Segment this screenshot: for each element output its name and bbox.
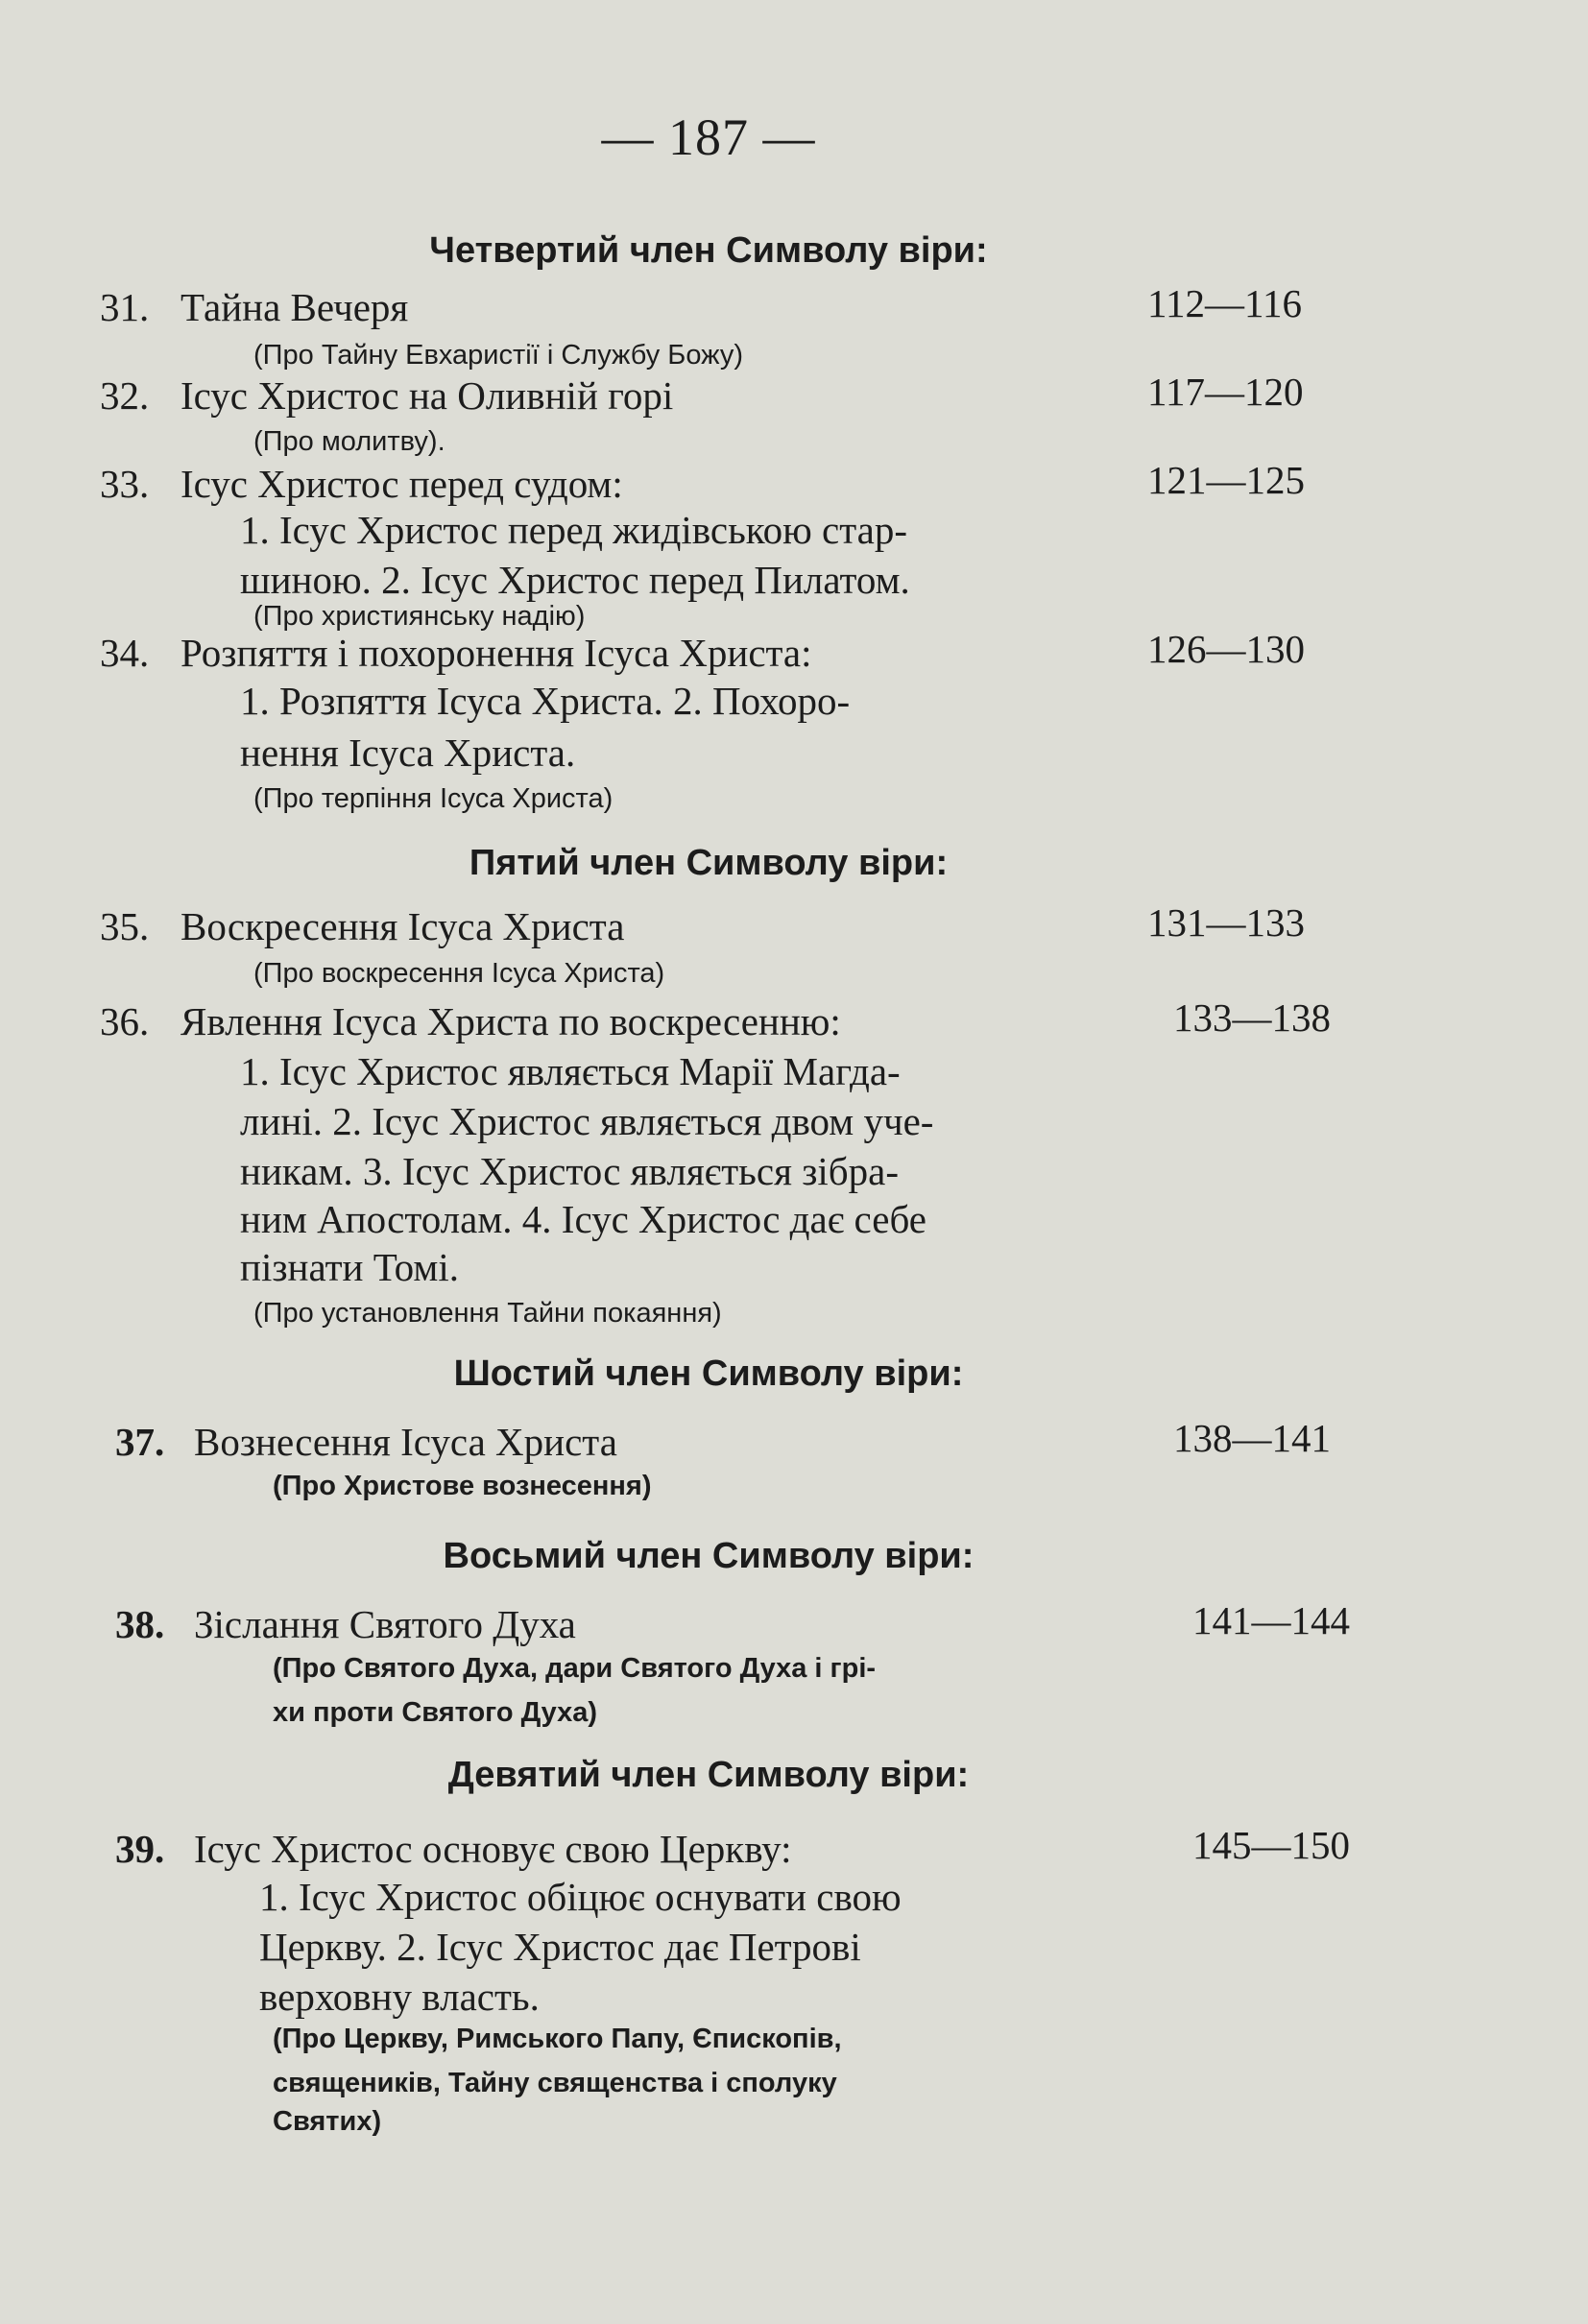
entry-subtopic: (Про Христове вознесення)	[273, 1471, 652, 1501]
entry-number: 38.	[115, 1602, 165, 1646]
entry-description-line: пізнати Томі.	[240, 1245, 459, 1289]
entry-subtopic: (Про терпіння Ісуса Христа)	[253, 783, 614, 814]
section-heading: Пятий член Символу віри:	[469, 843, 949, 883]
entry-subtopic: (Про установлення Тайни покаяння)	[253, 1298, 722, 1329]
entry-number: 32.	[100, 373, 150, 418]
entry-subtopic: (Про християнську надію)	[253, 601, 586, 632]
entry-title: Ісус Христос на Оливній горі	[180, 373, 674, 418]
entry-number: 33.	[100, 462, 150, 506]
entry-pages: 112—116	[1147, 281, 1302, 325]
entry-subtopic: (Про Святого Духа, дари Святого Духа і грі-	[273, 1653, 877, 1684]
entry-description-line: верховну власть.	[259, 1975, 540, 2019]
entry-description-line: 1. Ісус Христос перед жидівською стар-	[240, 508, 907, 552]
entry-pages: 117—120	[1147, 370, 1304, 414]
entry-description-line: никам. 3. Ісус Христос являється зібра-	[240, 1149, 899, 1193]
entry-description-line: нення Ісуса Христа.	[240, 731, 576, 775]
entry-number: 31.	[100, 285, 150, 329]
section-heading: Восьмий член Символу віри:	[443, 1536, 974, 1576]
entry-title: Явлення Ісуса Христа по воскресенню:	[180, 999, 841, 1043]
entry-subtopic: (Про воскресення Ісуса Христа)	[253, 958, 665, 989]
entry-pages: 138—141	[1173, 1416, 1331, 1460]
entry-title: Ісус Христос перед судом:	[180, 462, 623, 506]
entry-description-line: шиною. 2. Ісус Христос перед Пилатом.	[240, 558, 910, 602]
entry-subtopic: (Про Церкву, Римського Папу, Єпископів,	[273, 2024, 842, 2054]
entry-title: Воскресення Ісуса Христа	[180, 904, 625, 948]
entry-pages: 126—130	[1147, 627, 1305, 671]
entry-pages: 141—144	[1192, 1598, 1350, 1642]
section-heading: Четвертий член Символу віри:	[429, 230, 988, 271]
entry-pages: 145—150	[1192, 1823, 1350, 1867]
entry-number: 36.	[100, 999, 150, 1043]
section-heading: Девятий член Символу віри:	[447, 1755, 970, 1795]
entry-number: 39.	[115, 1827, 165, 1871]
entry-title: Ісус Христос основує свою Церкву:	[194, 1827, 792, 1871]
entry-number: 37.	[115, 1420, 165, 1464]
entry-title: Зіслання Святого Духа	[194, 1602, 576, 1646]
entry-pages: 131—133	[1147, 900, 1305, 945]
entry-title: Розпяття і похоронення Ісуса Христа:	[180, 631, 812, 675]
section-heading: Шостий член Символу віри:	[453, 1354, 964, 1394]
entry-description-line: 1. Розпяття Ісуса Христа. 2. Похоро-	[240, 679, 851, 723]
page-number: — 187 —	[601, 108, 816, 166]
entry-subtopic: хи проти Святого Духа)	[273, 1697, 598, 1728]
entry-subtopic: священиків, Тайну священства і сполуку	[273, 2068, 837, 2098]
entry-title: Вознесення Ісуса Христа	[194, 1420, 617, 1464]
entry-pages: 121—125	[1147, 458, 1305, 502]
entry-subtopic: (Про Тайну Евхаристії і Службу Божу)	[253, 340, 744, 371]
entry-subtopic: (Про молитву).	[253, 426, 445, 457]
entry-subtopic: Святих)	[273, 2106, 382, 2137]
entry-description-line: лині. 2. Ісус Христос являється двом уче-	[240, 1099, 934, 1143]
entry-number: 34.	[100, 631, 150, 675]
entry-description-line: ним Апостолам. 4. Ісус Христос дає себе	[240, 1197, 926, 1241]
entry-number: 35.	[100, 904, 150, 948]
entry-description-line: 1. Ісус Христос являється Марії Магда-	[240, 1049, 901, 1093]
entry-pages: 133—138	[1173, 995, 1331, 1040]
entry-title: Тайна Вечеря	[180, 285, 409, 329]
entry-description-line: Церкву. 2. Ісус Христос дає Петрові	[259, 1925, 861, 1969]
entry-description-line: 1. Ісус Христос обіцює оснувати свою	[259, 1875, 902, 1919]
